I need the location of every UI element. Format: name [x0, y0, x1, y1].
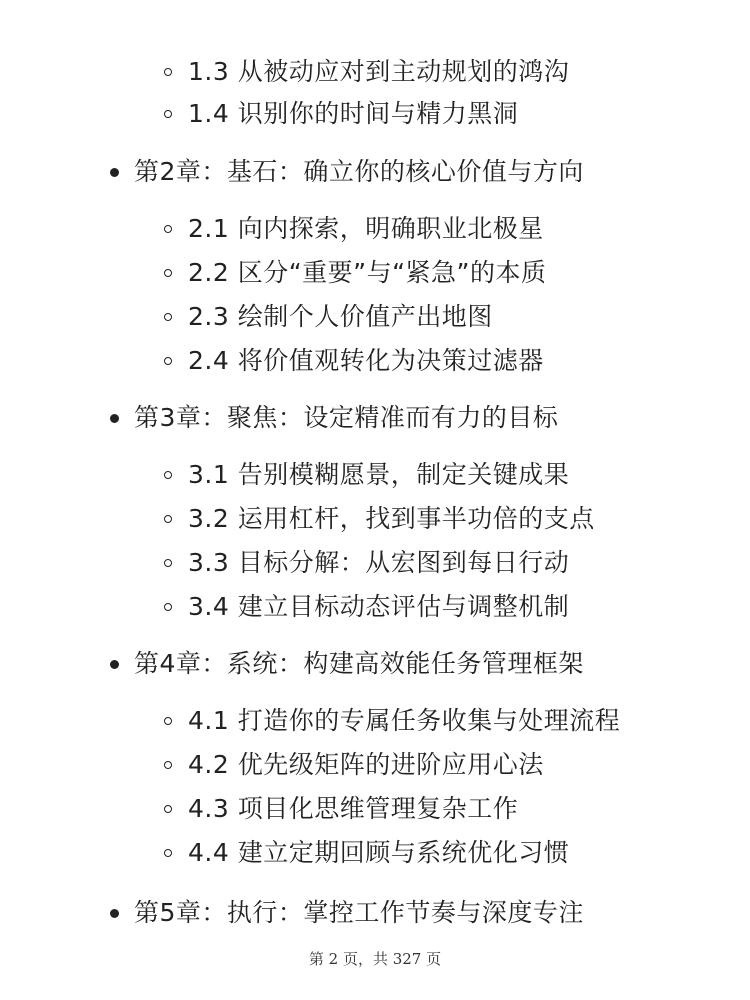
- toc-section-item: [0, 833, 750, 873]
- toc-chapter-item: [0, 152, 750, 192]
- bullet-circle-icon: [164, 805, 172, 813]
- toc-section-label: 3.2 运用杠杆，找到事半功倍的支点: [188, 504, 595, 533]
- toc-section-item: [0, 543, 750, 583]
- toc-section-item: [0, 587, 750, 627]
- toc-section-item: [0, 209, 750, 249]
- toc-section-label: 4.1 打造你的专属任务收集与处理流程: [188, 706, 621, 735]
- bullet-disc-icon: [110, 168, 119, 177]
- toc-section-label: 4.2 优先级矩阵的进阶应用心法: [188, 750, 544, 779]
- bullet-circle-icon: [164, 717, 172, 725]
- toc-section-label: 1.3 从被动应对到主动规划的鸿沟: [188, 57, 570, 86]
- bullet-circle-icon: [164, 313, 172, 321]
- toc-section-label: 2.4 将价值观转化为决策过滤器: [188, 346, 544, 375]
- toc-section-item: [0, 455, 750, 495]
- toc-chapter-label: 第3章：聚焦：设定精准而有力的目标: [134, 403, 559, 432]
- toc-section-item: [0, 701, 750, 741]
- toc-section-label: 4.3 项目化思维管理复杂工作: [188, 794, 519, 823]
- bullet-disc-icon: [110, 414, 119, 423]
- toc-section-label: 3.3 目标分解：从宏图到每日行动: [188, 548, 570, 577]
- toc-section-item: [0, 745, 750, 785]
- toc-section-label: 2.2 区分“重要”与“紧急”的本质: [188, 258, 547, 287]
- bullet-circle-icon: [164, 761, 172, 769]
- toc-section-item: [0, 52, 750, 92]
- toc-section-label: 3.4 建立目标动态评估与调整机制: [188, 592, 570, 621]
- bullet-circle-icon: [164, 269, 172, 277]
- toc-section-item: [0, 499, 750, 539]
- toc-chapter-item: [0, 893, 750, 933]
- bullet-disc-icon: [110, 909, 119, 918]
- toc-section-label: 3.1 告别模糊愿景，制定关键成果: [188, 460, 570, 489]
- bullet-circle-icon: [164, 603, 172, 611]
- toc-section-item: [0, 253, 750, 293]
- bullet-circle-icon: [164, 559, 172, 567]
- toc-chapter-label: 第5章：执行：掌控工作节奏与深度专注: [134, 898, 584, 927]
- toc-chapter-item: [0, 644, 750, 684]
- bullet-circle-icon: [164, 68, 172, 76]
- toc-section-item: [0, 341, 750, 381]
- page-footer: 第 2 页，共 327 页: [308, 950, 442, 968]
- toc-chapter-item: [0, 398, 750, 438]
- bullet-circle-icon: [164, 357, 172, 365]
- toc-section-item: [0, 94, 750, 134]
- toc-section-item: [0, 789, 750, 829]
- toc-section-item: [0, 297, 750, 337]
- bullet-circle-icon: [164, 849, 172, 857]
- toc-chapter-label: 第4章：系统：构建高效能任务管理框架: [134, 649, 584, 678]
- bullet-circle-icon: [164, 110, 172, 118]
- toc-section-label: 2.1 向内探索，明确职业北极星: [188, 214, 544, 243]
- toc-section-label: 1.4 识别你的时间与精力黑洞: [188, 99, 519, 128]
- toc-chapter-label: 第2章：基石：确立你的核心价值与方向: [134, 157, 584, 186]
- bullet-circle-icon: [164, 515, 172, 523]
- bullet-disc-icon: [110, 660, 119, 669]
- toc-section-label: 2.3 绘制个人价值产出地图: [188, 302, 493, 331]
- toc-section-label: 4.4 建立定期回顾与系统优化习惯: [188, 838, 570, 867]
- bullet-circle-icon: [164, 471, 172, 479]
- bullet-circle-icon: [164, 225, 172, 233]
